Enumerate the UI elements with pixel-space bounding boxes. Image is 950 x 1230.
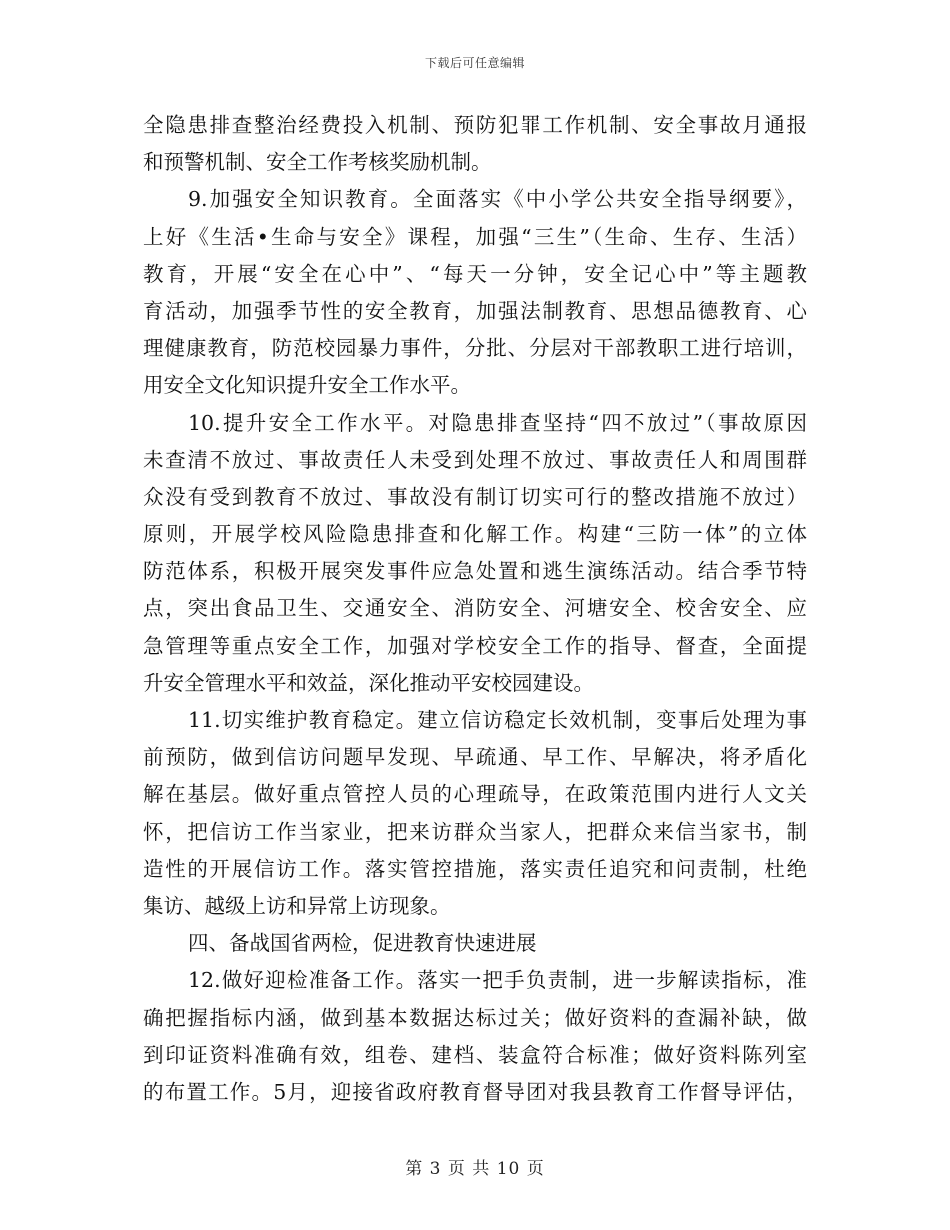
text-line: 前预防，做到信访问题早发现、早疏通、早工作、早解决，将矛盾化	[143, 745, 807, 770]
text-line: 四、备战国省两检，促进教育快速进展	[188, 931, 537, 956]
text-line: 11.切实维护教育稳定。建立信访稳定长效机制，变事后处理为事	[188, 708, 807, 732]
text-line: 上好《生活•生命与安全》课程，加强“三生”（生命、生存、生活）	[143, 224, 807, 249]
text-line: 12.做好迎检准备工作。落实一把手负责制，进一步解读指标，准	[188, 968, 807, 993]
text-line: 和预警机制、安全工作考核奖励机制。	[143, 150, 492, 175]
text-line: 怀，把信访工作当家业，把来访群众当家人，把群众来信当家书，制	[143, 819, 807, 844]
text-line: 原则，开展学校风险隐患排查和化解工作。构建“三防一体”的立体	[143, 522, 807, 547]
text-line: 造性的开展信访工作。落实管控措施，落实责任追究和问责制，杜绝	[143, 856, 807, 881]
text-line: 急管理等重点安全工作，加强对学校安全工作的指导、督查，全面提	[143, 633, 807, 658]
text-line: 确把握指标内涵，做到基本数据达标过关；做好资料的查漏补缺，做	[143, 1005, 807, 1030]
text-line: 众没有受到教育不放过、事故没有制订切实可行的整改措施不放过）	[143, 484, 807, 509]
text-line: 育活动，加强季节性的安全教育，加强法制教育、思想品德教育、心	[143, 298, 807, 323]
text-line: 全隐患排查整治经费投入机制、预防犯罪工作机制、安全事故月通报	[143, 113, 807, 137]
text-line: 未查清不放过、事故责任人未受到处理不放过、事故责任人和周围群	[143, 447, 807, 472]
text-line: 理健康教育，防范校园暴力事件，分批、分层对干部教职工进行培训，	[143, 336, 807, 361]
text-line: 到印证资料准确有效，组卷、建档、装盒符合标准；做好资料陈列室	[143, 1042, 807, 1067]
text-line: 的布置工作。5月，迎接省政府教育督导团对我县教育工作督导评估，	[143, 1079, 807, 1104]
text-line: 用安全文化知识提升安全工作水平。	[143, 373, 471, 398]
document-body	[143, 107, 807, 1111]
page-footer: 第 3 页 共 10 页	[405, 1159, 545, 1179]
text-line: 集访、越级上访和异常上访现象。	[143, 893, 451, 918]
text-line: 教育，开展“安全在心中”、“每天一分钟，安全记心中”等主题教	[143, 261, 807, 286]
text-line: 解在基层。做好重点管控人员的心理疏导，在政策范围内进行人文关	[143, 782, 807, 807]
text-line: 10.提升安全工作水平。对隐患排查坚持“四不放过”（事故原因	[188, 410, 807, 435]
page-header: 下载后可任意编辑	[424, 56, 525, 70]
text-line: 9.加强安全知识教育。全面落实《中小学公共安全指导纲要》，	[188, 187, 807, 212]
text-line: 升安全管理水平和效益，深化推动平安校园建设。	[143, 670, 594, 695]
text-line: 点，突出食品卫生、交通安全、消防安全、河塘安全、校舍安全、应	[143, 596, 807, 621]
text-line: 防范体系，积极开展突发事件应急处置和逃生演练活动。结合季节特	[143, 559, 807, 584]
